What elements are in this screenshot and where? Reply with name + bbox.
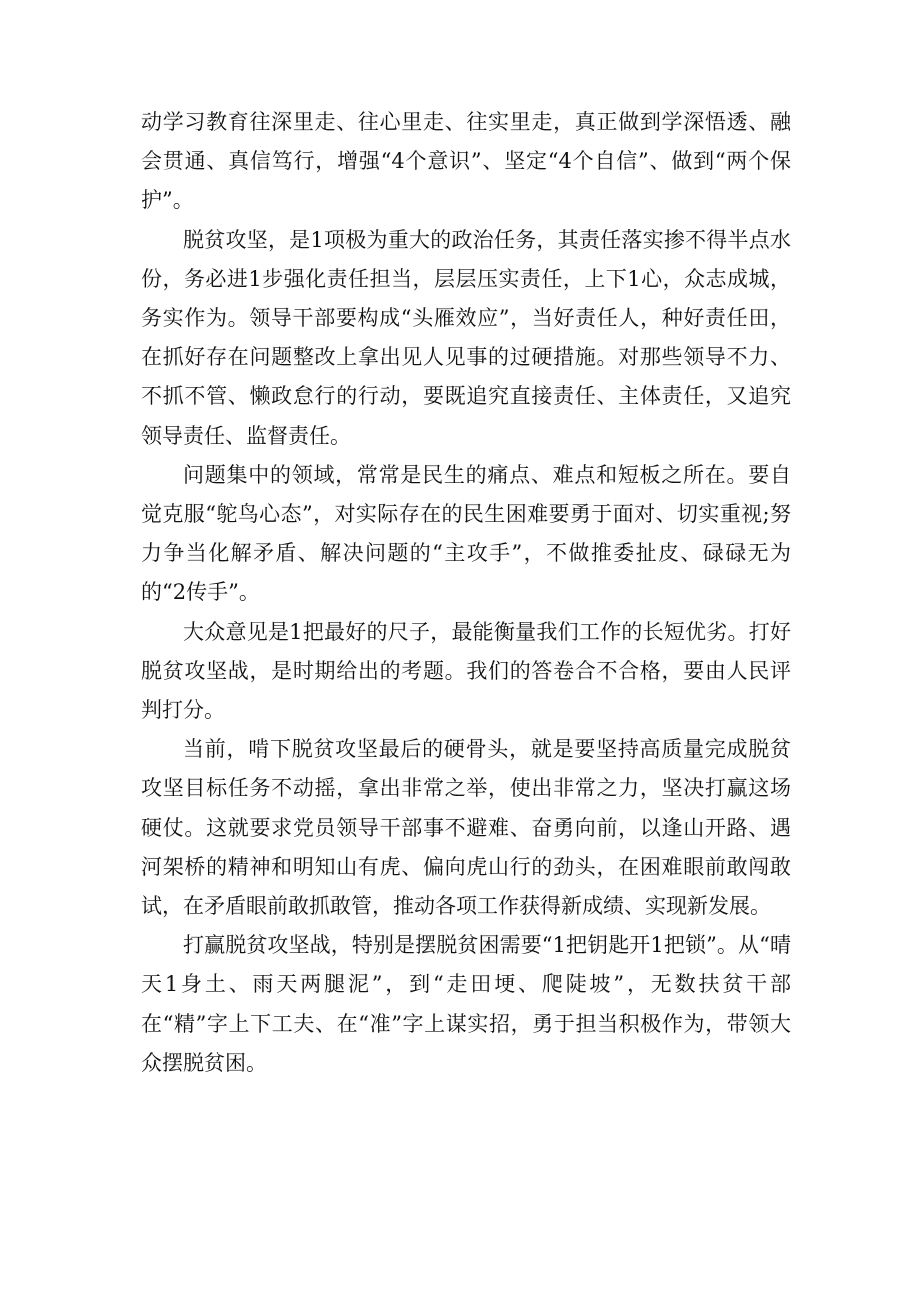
paragraph-current-tasks: 当前，啃下脱贫攻坚最后的硬骨头，就是要坚持高质量完成脱贫攻坚目标任务不动摇，拿出非常之举，使出非常之力，坚决打赢这场硬仗。这就要求党员领导干部事不避难、奋勇向前，以逢山开路、遇河架桥的精神和明知山有虎、偏向虎山行的劲头，在困难眼前敢闯敢试，在矛盾眼前敢抓敢管，推动各项工作获得新成绩、实现新发展。: [141, 737, 791, 919]
document-body: [141, 103, 791, 1083]
paragraph-key-lock: 打赢脱贫攻坚战，特别是摆脱贫困需要“1把钥匙开1把锁”。从“晴天1身土、雨天两腿泥”，到“走田埂、爬陡坡”，无数扶贫干部在“精”字上下工夫、在“准”字上谋实招，勇于担当积极作为，带领大众摆脱贫困。: [141, 933, 791, 1075]
paragraph-poverty-task: 脱贫攻坚，是1项极为重大的政治任务，其责任落实掺不得半点水份，务必进1步强化责任担当，层层压实责任，上下1心，众志成城，务实作为。领导干部要构成“头雁效应”，当好责任人，种好责任田，在抓好存在问题整改上拿出见人见事的过硬措施。对那些领导不力、不抓不管、懒政怠行的行动，要既追究直接责任、主体责任，又追究领导责任、监督责任。: [141, 227, 791, 448]
paragraph-continuation: 动学习教育往深里走、往心里走、往实里走，真正做到学深悟透、融会贯通、真信笃行，增强“4个意识”、坚定“4个自信”、做到“两个保护”。: [141, 110, 791, 213]
paragraph-livelihood-issues: 问题集中的领域，常常是民生的痛点、难点和短板之所在。要自觉克服“鸵鸟心态”，对实际存在的民生困难要勇于面对、切实重视;努力争当化解矛盾、解决问题的“主攻手”，不做推委扯皮、碌碌无为的“2传手”。: [141, 462, 791, 605]
paragraph-public-opinion: 大众意见是1把最好的尺子，最能衡量我们工作的长短优劣。打好脱贫攻坚战，是时期给出的考题。我们的答卷合不合格，要由人民评判打分。: [141, 619, 791, 723]
